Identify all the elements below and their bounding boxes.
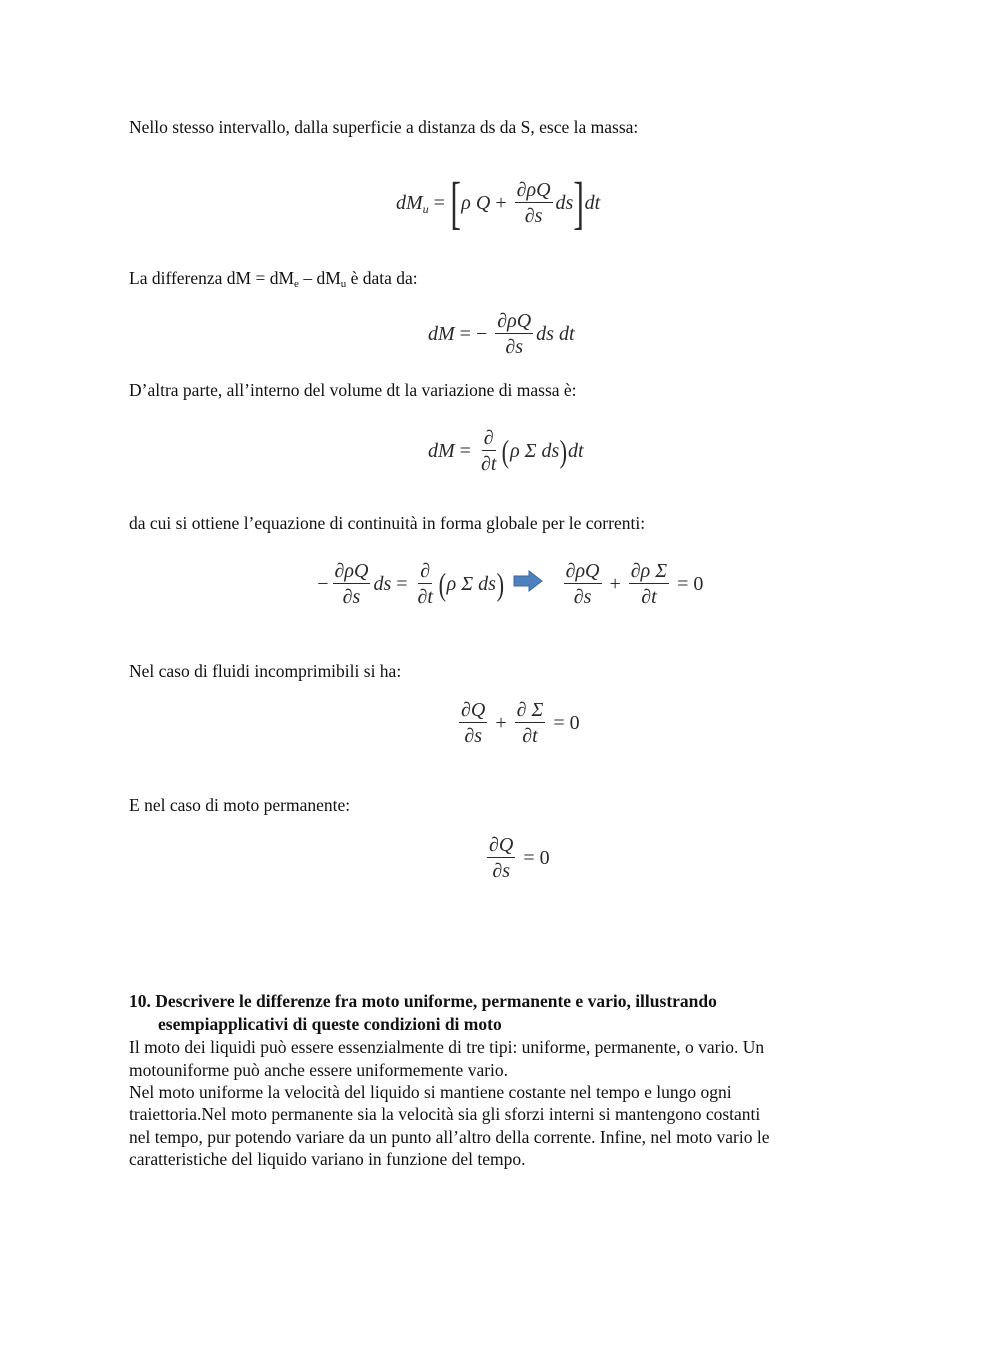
eq4-numerator-3: ∂ρQ [565, 560, 600, 582]
eq6-fraction [487, 834, 515, 882]
eq6-rhs: = 0 [523, 846, 550, 869]
p2-subscript-u: u [340, 278, 347, 290]
eq2-lhs: dM [428, 322, 455, 345]
eq5-numerator-2: ∂ Σ [516, 699, 544, 721]
equation-permanent-motion [484, 830, 555, 886]
eq3-denominator: ∂t [480, 453, 497, 475]
eq5-plus: + [495, 711, 507, 734]
eq4-minus: − [316, 572, 330, 595]
eq3-fraction [479, 427, 498, 475]
eq2-numerator: ∂ρQ [497, 310, 532, 332]
eq1-denominator: ∂s [524, 205, 543, 227]
eq1-lhs-sub: u [422, 201, 429, 216]
body-line: nel tempo, pur potendo variare da un punto all’altro della corrente. Infine, nel moto vario le [129, 1127, 770, 1147]
eq6-denominator: ∂s [492, 860, 510, 882]
eq1-dt: dt [584, 191, 601, 214]
paragraph-mass-exit: Nello stesso intervallo, dalla superficie a distanza ds da S, esce la massa: [129, 117, 639, 137]
eq1-right-bracket: ] [573, 170, 585, 235]
body-line: caratteristiche del liquido variano in funzione del tempo. [129, 1149, 526, 1169]
paragraph-mass-difference [129, 267, 418, 290]
eq3-left-paren: ( [502, 432, 510, 469]
p2-part-b: – dM [298, 268, 341, 288]
eq5-rhs: = 0 [553, 711, 580, 734]
eq4-inner: ρ Σ ds [446, 572, 496, 595]
eq4-denominator-3: ∂s [573, 586, 592, 608]
eq4-denominator-4: ∂t [641, 586, 657, 608]
eq2-equals: = − [459, 322, 488, 345]
eq4-ds: ds [373, 572, 392, 595]
eq1-lhs: dM [396, 191, 423, 214]
eq4-fraction-2 [416, 560, 435, 608]
eq1-term1: ρ Q [461, 191, 491, 214]
eq5-numerator-1: ∂Q [461, 699, 486, 721]
paragraph-mass-variation: D’altra parte, all’interno del volume dt la variazione di massa è: [129, 380, 577, 400]
eq1-plus: + [495, 191, 507, 214]
eq1-fraction [515, 179, 553, 227]
eq3-inner: ρ Σ ds [510, 439, 560, 462]
section-heading-line-2: esempiapplicativi di queste condizioni di moto [158, 1014, 502, 1034]
eq2-denominator: ∂s [505, 336, 524, 358]
eq3-equals: = [459, 439, 471, 462]
eq5-denominator-1: ∂s [464, 725, 482, 747]
eq4-left-paren: ( [438, 565, 447, 602]
equation-mass-difference [428, 305, 575, 363]
equation-mass-variation [428, 423, 584, 479]
eq4-rhs: = 0 [677, 572, 704, 595]
eq1-ds: ds [555, 191, 574, 214]
right-arrow-icon [513, 570, 543, 598]
eq2-fraction [495, 310, 533, 358]
equation-continuity-global [316, 553, 708, 615]
eq3-lhs: dM [428, 439, 455, 462]
eq1-numerator: ∂ρQ [516, 179, 551, 201]
equation-incompressible [456, 695, 585, 751]
eq4-plus: + [609, 572, 621, 595]
eq6-numerator: ∂Q [489, 834, 514, 856]
eq4-numerator-2: ∂ [420, 560, 431, 582]
eq4-fraction-4 [629, 560, 669, 608]
equation-mass-exit [396, 170, 600, 236]
eq3-right-paren: ) [559, 432, 568, 469]
eq4-right-paren: ) [496, 565, 504, 602]
eq4-fraction-1 [333, 560, 371, 608]
eq1-equals: = [433, 191, 445, 214]
eq4-fraction-3 [564, 560, 602, 608]
eq4-denominator-2: ∂t [417, 586, 433, 608]
p2-subscript-e: e [294, 278, 299, 290]
eq2-tail: ds dt [536, 322, 575, 345]
eq4-equals: = [396, 572, 408, 595]
eq5-denominator-2: ∂t [522, 725, 538, 747]
p2-part-a: La differenza dM = dM [129, 268, 295, 288]
section-heading-line-1: 10. Descrivere le differenze fra moto uniforme, permanente e vario, illustrando [129, 991, 717, 1011]
eq4-numerator-1: ∂ρQ [334, 560, 369, 582]
eq3-tail: dt [568, 439, 584, 462]
paragraph-incompressible: Nel caso di fluidi incomprimibili si ha: [129, 661, 402, 681]
body-line: motouniforme può anche essere uniformemente vario. [129, 1060, 509, 1080]
eq4-denominator-1: ∂s [342, 586, 361, 608]
eq5-fraction-2 [515, 699, 546, 747]
eq1-left-bracket: [ [450, 170, 461, 235]
eq3-numerator: ∂ [483, 427, 494, 449]
eq5-fraction-1 [459, 699, 487, 747]
eq4-numerator-4: ∂ρ Σ [630, 560, 668, 582]
body-line: traiettoria.Nel moto permanente sia la velocità sia gli sforzi interni si mantengono costanti [129, 1104, 761, 1124]
body-line: Nel moto uniforme la velocità del liquido si mantiene costante nel tempo e lungo ogni [129, 1082, 732, 1102]
p2-part-c: è data da: [346, 268, 418, 288]
body-line: Il moto dei liquidi può essere essenzialmente di tre tipi: uniforme, permanente, o vario. Un [129, 1037, 765, 1057]
paragraph-permanent-motion: E nel caso di moto permanente: [129, 795, 351, 815]
paragraph-continuity-intro: da cui si ottiene l’equazione di continuità in forma globale per le correnti: [129, 513, 646, 533]
